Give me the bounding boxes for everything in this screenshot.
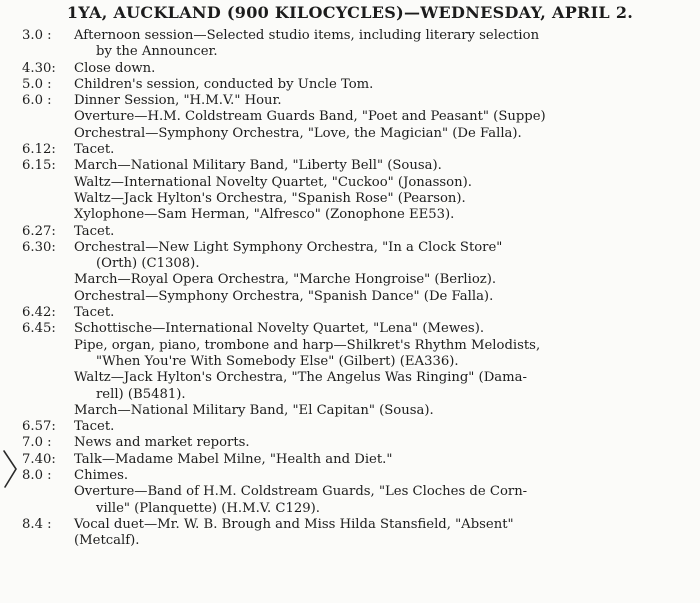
program-entry (0, 61, 700, 77)
entry-time: 6.57: (22, 419, 56, 435)
entry-text: Tacet. (74, 305, 115, 321)
entry-item: Overture—H.M. Coldstream Guards Band, "Poet and Peasant" (Suppe) (74, 109, 546, 125)
entry-text: Tacet. (74, 419, 115, 435)
program-list (0, 28, 700, 550)
entry-text-continued: by the Announcer. (96, 44, 218, 60)
entry-time: 6.27: (22, 223, 56, 239)
entry-time: 8.0 : (22, 468, 52, 484)
program-entry (0, 305, 700, 321)
program-entry (0, 142, 700, 158)
entry-text: News and market reports. (74, 435, 250, 451)
entry-time: 6.45: (22, 321, 56, 337)
entry-time: 6.12: (22, 142, 56, 158)
entry-time: 6.30: (22, 239, 56, 255)
entry-item: Overture—Band of H.M. Coldstream Guards, "Les Cloches de Corn- (74, 484, 528, 500)
entry-time: 7.40: (22, 451, 56, 467)
program-entry (0, 452, 700, 468)
program-entry (0, 240, 700, 305)
entry-text-continued: (Metcalf). (74, 533, 140, 549)
entry-text: Tacet. (74, 142, 115, 158)
entry-item: Orchestral—Symphony Orchestra, "Love, the Magician" (De Falla). (74, 125, 522, 141)
entry-text: Orchestral—New Light Symphony Orchestra, "In a Clock Store" (74, 239, 503, 255)
entry-time: 5.0 : (22, 76, 52, 92)
program-entry (0, 93, 700, 142)
program-entry (0, 158, 700, 223)
entry-item: Pipe, organ, piano, trombone and harp—Shilkret's Rhythm Melodists, (74, 337, 541, 353)
entry-time: 3.0 : (22, 28, 52, 43)
entry-text: Children's session, conducted by Uncle Tom. (74, 76, 374, 92)
entry-text-continued: ville" (Planquette) (H.M.V. C129). (96, 500, 320, 516)
entry-text: Vocal duet—Mr. W. B. Brough and Miss Hilda Stansfield, "Absent" (74, 516, 514, 532)
entry-item: Waltz—Jack Hylton's Orchestra, "The Angelus Was Ringing" (Dama- (74, 370, 527, 386)
entry-time: 6.15: (22, 158, 56, 174)
program-entry (0, 468, 700, 517)
entry-text-continued: (Orth) (C1308). (96, 256, 200, 272)
entry-item: Orchestral—Symphony Orchestra, "Spanish Dance" (De Falla). (74, 288, 494, 304)
program-entry (0, 419, 700, 435)
program-entry (0, 321, 700, 419)
entry-item: Waltz—International Novelty Quartet, "Cuckoo" (Jonasson). (74, 174, 472, 190)
entry-time: 8.4 : (22, 516, 52, 532)
entry-text: Chimes. (74, 468, 129, 484)
entry-item: March—National Military Band, "El Capitan" (Sousa). (74, 402, 434, 418)
entry-time: 6.42: (22, 305, 56, 321)
station-heading: 1YA, AUCKLAND (900 KILOCYCLES)—WEDNESDAY, APRIL 2. (66, 3, 634, 22)
entry-text: Schottische—International Novelty Quartet, "Lena" (Mewes). (74, 321, 485, 337)
entry-time: 7.0 : (22, 435, 52, 451)
program-entry (0, 517, 700, 550)
entry-text: Close down. (74, 60, 156, 76)
entry-text-continued: "When You're With Somebody Else" (Gilbert) (EA336). (96, 353, 459, 369)
entry-time: 4.30: (22, 60, 56, 76)
program-entry (0, 435, 700, 451)
entry-text: March—National Military Band, "Liberty Bell" (Sousa). (74, 158, 442, 174)
program-entry (0, 28, 700, 61)
entry-item: March—Royal Opera Orchestra, "Marche Hongroise" (Berlioz). (74, 272, 497, 288)
entry-text: Talk—Madame Mabel Milne, "Health and Diet." (74, 451, 393, 467)
entry-text-continued: rell) (B5481). (96, 386, 186, 402)
entry-text: Afternoon session—Selected studio items, including literary selection (74, 28, 540, 43)
program-entry (0, 77, 700, 93)
entry-text: Tacet. (74, 223, 115, 239)
entry-time: 6.0 : (22, 93, 52, 109)
entry-item: Xylophone—Sam Herman, "Alfresco" (Zonophone EE53). (74, 207, 455, 223)
entry-text: Dinner Session, "H.M.V." Hour. (74, 93, 282, 109)
entry-item: Waltz—Jack Hylton's Orchestra, "Spanish Rose" (Pearson). (74, 190, 466, 206)
program-entry (0, 224, 700, 240)
